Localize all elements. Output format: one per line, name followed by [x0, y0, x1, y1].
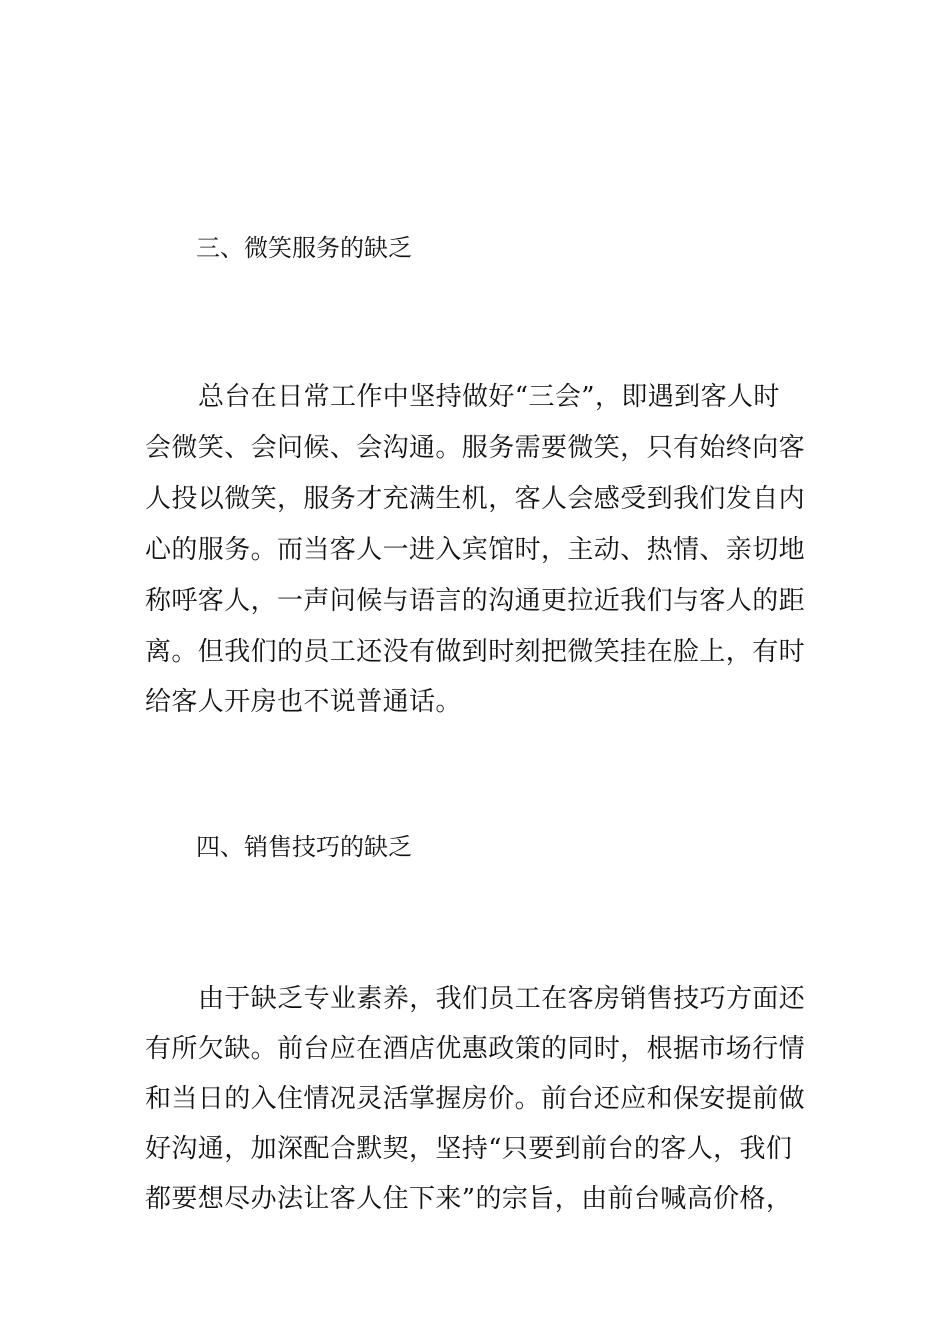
paragraph-line: 都要想尽办法让客人住下来”的宗旨，由前台喊高价格，	[145, 1184, 793, 1214]
section-heading-4: 四、销售技巧的缺乏	[196, 833, 412, 861]
section-heading-3: 三、微笑服务的缺乏	[196, 234, 412, 262]
paragraph-line: 称呼客人，一声问候与语言的沟通更拉近我们与客人的距	[145, 586, 806, 616]
paragraph-line: 总台在日常工作中坚持做好“三会”，即遇到客人时	[198, 382, 780, 412]
paragraph-line: 由于缺乏专业素养，我们员工在客房销售技巧方面还	[198, 984, 806, 1014]
paragraph-line: 和当日的入住情况灵活掌握房价。前台还应和保安提前做	[145, 1084, 806, 1114]
paragraph-line: 给客人开房也不说普通话。	[145, 687, 462, 717]
paragraph-line: 人投以微笑，服务才充满生机，客人会感受到我们发自内	[145, 484, 806, 514]
paragraph-line: 心的服务。而当客人一进入宾馆时，主动、热情、亲切地	[145, 535, 806, 565]
paragraph-line: 离。但我们的员工还没有做到时刻把微笑挂在脸上，有时	[145, 637, 806, 667]
paragraph-line: 好沟通，加深配合默契，坚持“只要到前台的客人，我们	[145, 1134, 793, 1164]
paragraph-line: 会微笑、会问候、会沟通。服务需要微笑，只有始终向客	[145, 433, 806, 463]
paragraph-line: 有所欠缺。前台应在酒店优惠政策的同时，根据市场行情	[145, 1034, 806, 1064]
